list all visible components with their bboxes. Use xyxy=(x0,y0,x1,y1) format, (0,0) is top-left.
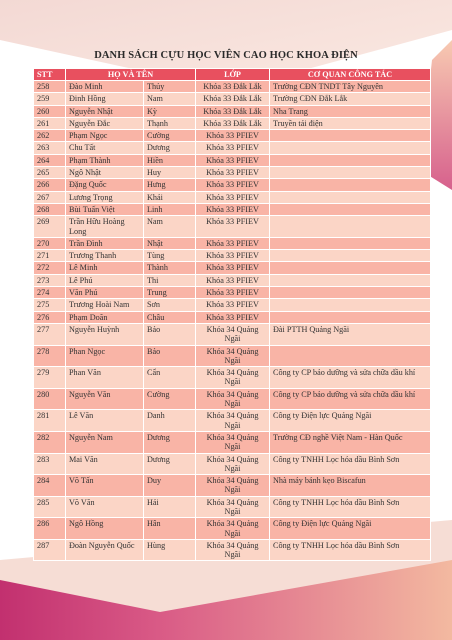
table-row xyxy=(34,274,431,286)
cell-organization: Công ty TNHH Lọc hóa dầu Bình Sơn xyxy=(270,539,431,561)
cell-last-name: Võ Văn xyxy=(66,496,144,518)
cell-first-name: Kỳ xyxy=(144,105,196,117)
cell-first-name: Nhật xyxy=(144,237,196,249)
cell-stt: 264 xyxy=(34,154,66,166)
alumni-table xyxy=(33,68,431,561)
header-name: HỌ VÀ TÊN xyxy=(66,69,196,81)
table-row xyxy=(34,130,431,142)
cell-class: Khóa 34 Quảng Ngãi xyxy=(196,453,270,475)
table-row xyxy=(34,93,431,105)
header-class: LỚP xyxy=(196,69,270,81)
cell-stt: 271 xyxy=(34,250,66,262)
cell-last-name: Nguyễn Đắc xyxy=(66,117,144,129)
cell-stt: 261 xyxy=(34,117,66,129)
cell-last-name: Đặng Quốc xyxy=(66,179,144,191)
cell-organization: Trường CĐ nghề Việt Nam - Hàn Quốc xyxy=(270,431,431,453)
cell-last-name: Đào Minh xyxy=(66,81,144,93)
cell-first-name: Hiền xyxy=(144,154,196,166)
table-row xyxy=(34,299,431,311)
cell-stt: 280 xyxy=(34,388,66,410)
cell-class: Khóa 34 Quảng Ngãi xyxy=(196,323,270,345)
cell-first-name: Nam xyxy=(144,93,196,105)
table-row xyxy=(34,475,431,497)
cell-last-name: Ngô Hồng xyxy=(66,518,144,540)
page-title: DANH SÁCH CỰU HỌC VIÊN CAO HỌC KHOA ĐIỆN xyxy=(94,50,358,61)
cell-stt: 287 xyxy=(34,539,66,561)
cell-last-name: Nguyễn Văn xyxy=(66,388,144,410)
cell-organization xyxy=(270,345,431,367)
cell-first-name: Linh xyxy=(144,203,196,215)
table-row xyxy=(34,179,431,191)
cell-last-name: Mai Văn xyxy=(66,453,144,475)
cell-organization xyxy=(270,179,431,191)
cell-last-name: Võ Tấn xyxy=(66,475,144,497)
cell-last-name: Lê Văn xyxy=(66,410,144,432)
table-row xyxy=(34,105,431,117)
cell-class: Khóa 34 Quảng Ngãi xyxy=(196,496,270,518)
cell-organization xyxy=(270,203,431,215)
cell-stt: 259 xyxy=(34,93,66,105)
table-row xyxy=(34,250,431,262)
table-row xyxy=(34,191,431,203)
cell-stt: 269 xyxy=(34,216,66,238)
cell-organization xyxy=(270,250,431,262)
cell-last-name: Trần Đình xyxy=(66,237,144,249)
cell-last-name: Lê Phú xyxy=(66,274,144,286)
cell-stt: 267 xyxy=(34,191,66,203)
cell-class: Khóa 33 Đắk Lắk xyxy=(196,105,270,117)
cell-first-name: Bảo xyxy=(144,323,196,345)
cell-stt: 284 xyxy=(34,475,66,497)
cell-first-name: Thi xyxy=(144,274,196,286)
cell-last-name: Phan Văn xyxy=(66,367,144,389)
cell-organization: Truyền tải điện xyxy=(270,117,431,129)
cell-last-name: Bùi Tuấn Việt xyxy=(66,203,144,215)
cell-first-name: Khải xyxy=(144,191,196,203)
cell-stt: 275 xyxy=(34,299,66,311)
cell-stt: 276 xyxy=(34,311,66,323)
table-row xyxy=(34,154,431,166)
cell-last-name: Văn Phú xyxy=(66,287,144,299)
cell-first-name: Thủy xyxy=(144,81,196,93)
cell-class: Khóa 33 PFIEV xyxy=(196,130,270,142)
cell-class: Khóa 33 PFIEV xyxy=(196,237,270,249)
cell-last-name: Trương Thanh xyxy=(66,250,144,262)
table-row xyxy=(34,142,431,154)
table-row xyxy=(34,287,431,299)
cell-class: Khóa 33 PFIEV xyxy=(196,191,270,203)
cell-stt: 278 xyxy=(34,345,66,367)
cell-organization: Công ty TNHH Lọc hóa dầu Bình Sơn xyxy=(270,496,431,518)
cell-first-name: Trung xyxy=(144,287,196,299)
table-row xyxy=(34,367,431,389)
cell-first-name: Duy xyxy=(144,475,196,497)
table-row xyxy=(34,496,431,518)
cell-class: Khóa 33 PFIEV xyxy=(196,299,270,311)
cell-class: Khóa 34 Quảng Ngãi xyxy=(196,345,270,367)
table-row xyxy=(34,431,431,453)
table-row xyxy=(34,216,431,238)
cell-organization xyxy=(270,154,431,166)
cell-stt: 268 xyxy=(34,203,66,215)
cell-stt: 270 xyxy=(34,237,66,249)
table-row xyxy=(34,81,431,93)
cell-organization: Công ty CP bảo dưỡng và sửa chữa dầu khí xyxy=(270,388,431,410)
cell-last-name: Nguyễn Huỳnh xyxy=(66,323,144,345)
cell-first-name: Hải xyxy=(144,496,196,518)
cell-class: Khóa 34 Quảng Ngãi xyxy=(196,539,270,561)
cell-first-name: Hưng xyxy=(144,179,196,191)
cell-first-name: Cẩn xyxy=(144,367,196,389)
cell-stt: 282 xyxy=(34,431,66,453)
cell-first-name: Tùng xyxy=(144,250,196,262)
cell-class: Khóa 33 PFIEV xyxy=(196,203,270,215)
cell-last-name: Chu Tất xyxy=(66,142,144,154)
cell-class: Khóa 33 PFIEV xyxy=(196,142,270,154)
cell-first-name: Dương xyxy=(144,142,196,154)
cell-class: Khóa 34 Quảng Ngãi xyxy=(196,388,270,410)
cell-last-name: Trương Hoài Nam xyxy=(66,299,144,311)
cell-class: Khóa 34 Quảng Ngãi xyxy=(196,431,270,453)
cell-organization xyxy=(270,216,431,238)
cell-class: Khóa 33 Đắk Lắk xyxy=(196,81,270,93)
cell-stt: 277 xyxy=(34,323,66,345)
cell-first-name: Sơn xyxy=(144,299,196,311)
header-stt: STT xyxy=(34,69,66,81)
cell-class: Khóa 33 PFIEV xyxy=(196,287,270,299)
cell-last-name: Phạm Thành xyxy=(66,154,144,166)
cell-organization: Công ty Điện lực Quảng Ngãi xyxy=(270,410,431,432)
cell-class: Khóa 33 PFIEV xyxy=(196,216,270,238)
cell-organization xyxy=(270,167,431,179)
cell-first-name: Cường xyxy=(144,130,196,142)
table-row xyxy=(34,518,431,540)
cell-first-name: Hùng xyxy=(144,539,196,561)
cell-class: Khóa 33 PFIEV xyxy=(196,250,270,262)
cell-first-name: Châu xyxy=(144,311,196,323)
table-row xyxy=(34,345,431,367)
table-row xyxy=(34,237,431,249)
cell-organization xyxy=(270,191,431,203)
cell-class: Khóa 34 Quảng Ngãi xyxy=(196,367,270,389)
cell-stt: 272 xyxy=(34,262,66,274)
cell-organization xyxy=(270,287,431,299)
cell-organization: Trường CĐN Đắk Lắk xyxy=(270,93,431,105)
cell-last-name: Phạm Doãn xyxy=(66,311,144,323)
cell-organization: Đài PTTH Quảng Ngãi xyxy=(270,323,431,345)
cell-class: Khóa 33 Đắk Lắk xyxy=(196,117,270,129)
cell-first-name: Nam xyxy=(144,216,196,238)
cell-organization xyxy=(270,311,431,323)
cell-class: Khóa 33 PFIEV xyxy=(196,154,270,166)
cell-first-name: Dương xyxy=(144,431,196,453)
table-row xyxy=(34,203,431,215)
cell-stt: 263 xyxy=(34,142,66,154)
cell-stt: 266 xyxy=(34,179,66,191)
table-header-row xyxy=(34,69,431,81)
cell-first-name: Cường xyxy=(144,388,196,410)
cell-class: Khóa 34 Quảng Ngãi xyxy=(196,475,270,497)
cell-last-name: Phạm Ngọc xyxy=(66,130,144,142)
cell-organization xyxy=(270,262,431,274)
cell-last-name: Lê Minh xyxy=(66,262,144,274)
cell-organization: Nhà máy bánh kẹo Biscafun xyxy=(270,475,431,497)
cell-first-name: Thạnh xyxy=(144,117,196,129)
table-row xyxy=(34,388,431,410)
cell-last-name: Nguyễn Nhật xyxy=(66,105,144,117)
cell-organization xyxy=(270,130,431,142)
cell-last-name: Phan Ngọc xyxy=(66,345,144,367)
cell-first-name: Hân xyxy=(144,518,196,540)
cell-organization: Trường CĐN TNDT Tây Nguyên xyxy=(270,81,431,93)
cell-last-name: Đinh Hồng xyxy=(66,93,144,105)
cell-class: Khóa 33 PFIEV xyxy=(196,167,270,179)
cell-class: Khóa 33 PFIEV xyxy=(196,262,270,274)
cell-stt: 265 xyxy=(34,167,66,179)
table-row xyxy=(34,323,431,345)
table-row xyxy=(34,539,431,561)
cell-first-name: Thành xyxy=(144,262,196,274)
cell-stt: 279 xyxy=(34,367,66,389)
header-org: CƠ QUAN CÔNG TÁC xyxy=(270,69,431,81)
cell-stt: 262 xyxy=(34,130,66,142)
cell-stt: 283 xyxy=(34,453,66,475)
cell-last-name: Đoàn Nguyễn Quốc xyxy=(66,539,144,561)
cell-class: Khóa 34 Quảng Ngãi xyxy=(196,410,270,432)
table-body xyxy=(34,81,431,561)
cell-first-name: Huy xyxy=(144,167,196,179)
cell-last-name: Trần Hữu Hoàng Long xyxy=(66,216,144,238)
cell-organization: Nha Trang xyxy=(270,105,431,117)
cell-first-name: Dương xyxy=(144,453,196,475)
cell-class: Khóa 33 Đắk Lắk xyxy=(196,93,270,105)
cell-organization xyxy=(270,299,431,311)
cell-organization: Công ty Điện lực Quảng Ngãi xyxy=(270,518,431,540)
cell-stt: 274 xyxy=(34,287,66,299)
cell-stt: 285 xyxy=(34,496,66,518)
cell-stt: 273 xyxy=(34,274,66,286)
cell-last-name: Ngô Nhật xyxy=(66,167,144,179)
cell-stt: 281 xyxy=(34,410,66,432)
cell-stt: 258 xyxy=(34,81,66,93)
cell-first-name: Bảo xyxy=(144,345,196,367)
cell-class: Khóa 33 PFIEV xyxy=(196,311,270,323)
table-row xyxy=(34,262,431,274)
cell-last-name: Lương Trọng xyxy=(66,191,144,203)
table-row xyxy=(34,311,431,323)
cell-organization xyxy=(270,142,431,154)
cell-organization xyxy=(270,237,431,249)
cell-organization: Công ty TNHH Lọc hóa dầu Bình Sơn xyxy=(270,453,431,475)
cell-stt: 286 xyxy=(34,518,66,540)
table-row xyxy=(34,453,431,475)
cell-first-name: Danh xyxy=(144,410,196,432)
cell-class: Khóa 33 PFIEV xyxy=(196,274,270,286)
cell-stt: 260 xyxy=(34,105,66,117)
cell-last-name: Nguyễn Nam xyxy=(66,431,144,453)
table-row xyxy=(34,167,431,179)
cell-class: Khóa 34 Quảng Ngãi xyxy=(196,518,270,540)
cell-class: Khóa 33 PFIEV xyxy=(196,179,270,191)
table-row xyxy=(34,410,431,432)
cell-organization xyxy=(270,274,431,286)
table-row xyxy=(34,117,431,129)
cell-organization: Công ty CP bảo dưỡng và sửa chữa dầu khí xyxy=(270,367,431,389)
